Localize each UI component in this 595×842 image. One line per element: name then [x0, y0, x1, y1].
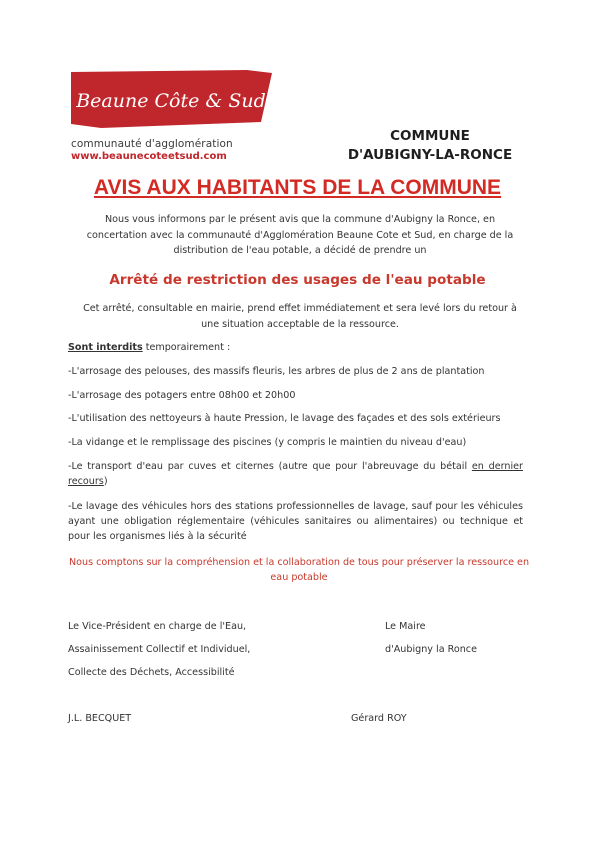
transport-end: ) [103, 476, 108, 487]
intro-paragraph: Nous vous informons par le présent avis que la commune d'Aubigny la Ronce, en concertation avec la communauté d'Agglomération Beaune Cote et Sud, en charge de la distribution de l'eau potable, a décidé de prendre un [86, 214, 514, 256]
logo-tagline: communauté d'agglomération [71, 138, 233, 150]
list-item-lavage: -Le lavage des véhicules hors des stations professionnelles de lavage, sauf pour les véhicules ayant une obligation réglementaire (véhicules sanitaires ou alimentaires) ou technique et pour les organismes liés à la sécurité [68, 501, 523, 542]
commune-heading [330, 127, 530, 165]
signatory-right-line-1: Le Maire [385, 621, 426, 632]
page-title: AVIS AUX HABITANTS DE LA COMMUNE [93, 176, 502, 199]
arrete-title: Arrêté de restriction des usages de l'eau potable [109, 272, 486, 288]
signatory-right-name: Gérard ROY [351, 713, 407, 724]
list-item: -L'utilisation des nettoyeurs à haute Pression, le lavage des façades et des sols extérieurs [68, 413, 501, 424]
signatory-left-name: J.L. BECQUET [68, 713, 132, 724]
arrete-paragraph: Cet arrêté, consultable en mairie, prend effet immédiatement et sera levé lors du retour à une situation acceptable de la ressource. [83, 303, 517, 330]
transport-text: -Le transport d'eau par cuves et citernes (autre que pour l'abreuvage du bétail [68, 461, 472, 472]
commune-line-1: COMMUNE [390, 128, 470, 144]
brand-logo [71, 70, 272, 128]
signatory-left-line-2: Assainissement Collectif et Individuel, [68, 644, 251, 655]
logo-flag-shape [71, 70, 272, 128]
signatory-right-line-2: d'Aubigny la Ronce [385, 644, 477, 655]
list-item: -L'arrosage des pelouses, des massifs fleuris, les arbres de plus de 2 ans de plantation [68, 366, 485, 377]
website-link[interactable]: www.beaunecoteetsud.com [71, 151, 227, 162]
list-item: -L'arrosage des potagers entre 08h00 et 20h00 [68, 390, 296, 401]
commune-line-2: D'AUBIGNY-LA-RONCE [347, 147, 513, 163]
list-item-transport [68, 459, 523, 489]
closing-statement: Nous comptons sur la compréhension et la collaboration de tous pour préserver la ressource en eau potable [68, 557, 530, 583]
logo-text: Beaune Côte & Sud [76, 90, 266, 112]
signatory-left-line-3: Collecte des Déchets, Accessibilité [68, 667, 235, 678]
interdits-heading [68, 342, 230, 353]
interdits-suffix: temporairement : [142, 342, 231, 353]
transport-underlined: en dernier recours [68, 461, 523, 487]
signatory-left-line-1: Le Vice-Président en charge de l'Eau, [68, 621, 247, 632]
list-item: -La vidange et le remplissage des piscines (y compris le maintien du niveau d'eau) [68, 437, 467, 448]
interdits-label: Sont interdits [68, 342, 143, 353]
